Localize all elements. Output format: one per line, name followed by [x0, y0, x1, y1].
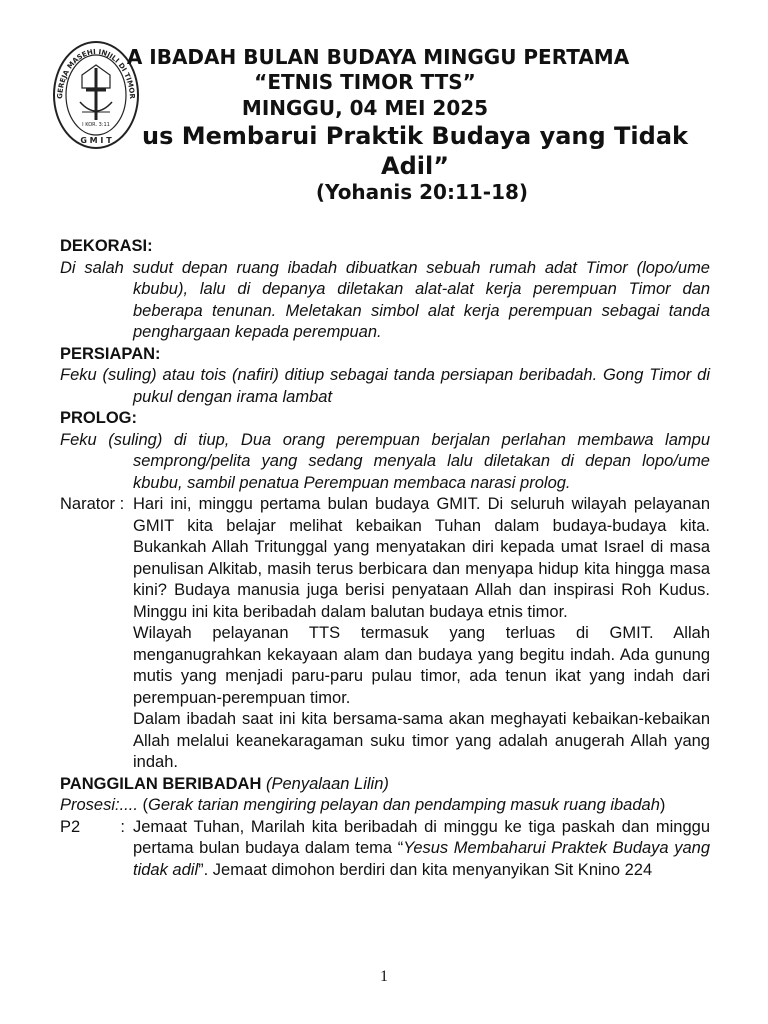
- svg-text:GEREJA MASEHI INJILI DI TIMOR: GEREJA MASEHI INJILI DI TIMOR: [55, 47, 137, 100]
- prosesi-text: Gerak tarian mengiring pelayan dan pendamping masuk ruang ibadah: [148, 796, 660, 814]
- narator-paragraph: Wilayah pelayanan TTS termasuk yang terluas di GMIT. Allah menganugrahkan kekayaan alam dan budaya yang begitu indah. Ada gunung mutis yang menjadi paru-paru pulau timor, ada tenun ikat yang indah dari perempuan-perempuan timor.: [133, 624, 710, 707]
- section-dekorasi-text: Di salah sudut depan ruang ibadah dibuatkan sebuah rumah adat Timor (lopo/ume kbubu), lalu di depanya diletakan alat-alat kerja perempuan Timor dan beberapa tenunan. Meletakan simbol alat kerja perempuan sebagai tanda penghargaan kepada perempuan.: [60, 258, 710, 341]
- narator-label: Narator :: [60, 495, 125, 513]
- prosesi-line: [60, 795, 710, 817]
- section-persiapan-title: PERSIAPAN:: [60, 344, 161, 363]
- prosesi-label: Prosesi:....: [60, 796, 138, 814]
- p2-text-a: Jemaat Tuhan, Marilah kita beribadah di minggu ke tiga paskah dan minggu pertama bulan budaya dalam tema “: [133, 817, 710, 857]
- section-panggilan: [60, 774, 710, 796]
- narator-paragraph: Dalam ibadah saat ini kita bersama-sama akan meghayati kebaikan-kebaikan Allah melalui keanekaragaman suku timor yang adalah anugerah Allah yang indah.: [133, 710, 710, 771]
- header-date: MINGGU, 04 MEI 2025: [241, 96, 489, 120]
- p2-label: P2: [60, 817, 81, 836]
- prosesi-open: (: [137, 796, 149, 814]
- section-dekorasi-title: DEKORASI:: [60, 237, 153, 255]
- narator-block: [60, 494, 710, 774]
- svg-text:G M I T: G M I T: [80, 136, 112, 145]
- p2-theme: Yesus Membaharui Praktek Budaya yang tidak adil: [133, 839, 711, 879]
- p2-label-cell: [60, 817, 133, 882]
- section-panggilan-title: PANGGILAN BERIBADAH: [60, 774, 262, 793]
- section-prolog-title: PROLOG:: [60, 409, 137, 427]
- header-title-line1: A IBADAH BULAN BUDAYA MINGGU PERTAMA: [126, 45, 630, 69]
- p2-text-b: ”. Jemaat dimohon berdiri dan kita menyanyikan Sit Knino 224: [198, 860, 653, 879]
- p2-colon: :: [120, 817, 125, 836]
- header-theme-line2: Adil”: [381, 152, 449, 180]
- document-body: [60, 236, 710, 881]
- section-prolog-text: Feku (suling) di tiup, Dua orang perempuan berjalan perlahan membawa lampu semprong/pelita yang sedang menyala lalu diletakan di depan lopo/ume kbubu, sambil penatua Perempuan membaca narasi prolog.: [60, 430, 710, 492]
- page-number: 1: [380, 968, 388, 985]
- header-scripture: (Yohanis 20:11-18): [315, 180, 529, 204]
- prosesi-close: ): [659, 796, 666, 814]
- p2-text: [133, 817, 710, 882]
- header-theme-line1: us Membarui Praktik Budaya yang Tidak: [142, 122, 688, 150]
- narator-paragraph: Hari ini, minggu pertama bulan budaya GMIT. Di seluruh wilayah pelayanan GMIT kita belajar melihat kebaikan Tuhan dalam budaya-budaya kita. Bukankah Allah Tritunggal yang menyatakan diri kepada umat Israel di masa penulisan Alkitab, masih terus berbicara dan menyapa hidup kita hingga masa kini? Budaya manusia juga berisi penyataan Allah dan inspirasi Roh Kudus. Minggu ini kita beribadah dalam balutan budaya etnis timor.: [133, 495, 710, 621]
- p2-block: [60, 817, 710, 882]
- svg-text:I KOR. 3:11: I KOR. 3:11: [82, 122, 110, 128]
- header-title-line2: “ETNIS TIMOR TTS”: [254, 70, 476, 94]
- section-panggilan-subtitle: (Penyalaan Lilin): [265, 774, 389, 793]
- section-persiapan-text: Feku (suling) atau tois (nafiri) ditiup sebagai tanda persiapan beribadah. Gong Timor di pukul dengan irama lambat: [60, 366, 710, 406]
